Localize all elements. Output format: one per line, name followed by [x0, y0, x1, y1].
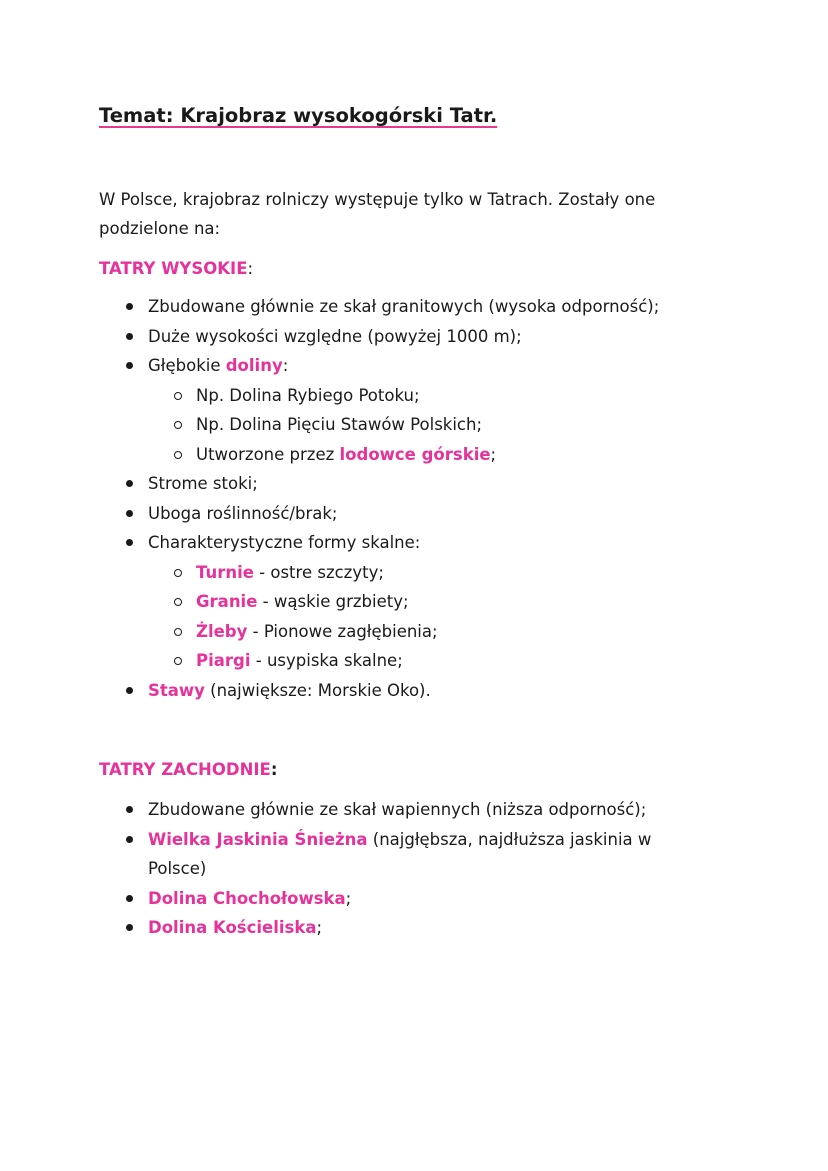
- section-heading-zachodnie: TATRY ZACHODNIE:: [99, 760, 278, 779]
- highlight-term: Dolina Kościeliska: [148, 918, 317, 937]
- list-item: Dolina Kościeliska;: [124, 913, 684, 943]
- sublist-forms: [148, 558, 764, 676]
- intro-paragraph: W Polsce, krajobraz rolniczy występuje tylko w Tatrach. Zostały one podzielone na:: [99, 190, 656, 238]
- section-heading-zachodnie-text: TATRY ZACHODNIE: [99, 760, 271, 779]
- highlight-term: Stawy: [148, 680, 205, 700]
- sublist-item: Piargi - usypiska skalne;: [170, 646, 764, 676]
- sublist-item: Utworzone przez lodowce górskie;: [170, 440, 764, 470]
- list-wysokie: [124, 292, 764, 705]
- highlight-term: doliny: [225, 356, 283, 375]
- sublist-item: Np. Dolina Rybiego Potoku;: [170, 381, 764, 411]
- list-zachodnie: [124, 795, 684, 943]
- sublist-item: Granie - wąskie grzbiety;: [170, 587, 764, 617]
- section-heading-wysokie-text: TATRY WYSOKIE: [99, 259, 248, 278]
- sublist-doliny: [148, 381, 764, 470]
- list-item: Uboga roślinność/brak;: [124, 499, 764, 529]
- list-item: Stawy (największe: Morskie Oko).: [124, 676, 764, 706]
- page-title: Temat: Krajobraz wysokogórski Tatr.: [99, 104, 498, 127]
- highlight-term: Granie: [196, 592, 258, 611]
- list-item: Strome stoki;: [124, 469, 764, 499]
- list-item: Wielka Jaskinia Śnieżna (najgłębsza, najdłuższa jaskinia w Polsce): [124, 825, 684, 884]
- highlight-term: Dolina Chochołowska: [148, 888, 346, 908]
- highlight-term: Wielka Jaskinia Śnieżna: [148, 829, 368, 849]
- sublist-item: Turnie - ostre szczyty;: [170, 558, 764, 588]
- list-item: Duże wysokości względne (powyżej 1000 m);: [124, 322, 764, 352]
- highlight-term: Żleby: [196, 621, 248, 641]
- highlight-term: Piargi: [196, 651, 251, 670]
- list-item: Zbudowane głównie ze skał granitowych (wysoka odporność);: [124, 292, 764, 322]
- list-item: Dolina Chochołowska;: [124, 884, 684, 914]
- list-item: Zbudowane głównie ze skał wapiennych (niższa odporność);: [124, 795, 684, 825]
- sublist-item: Np. Dolina Pięciu Stawów Polskich;: [170, 410, 764, 440]
- list-item: Charakterystyczne formy skalne: Turnie - ostre szczyty; Granie - wąskie grzbiety; Żleby - Pionowe zagłębienia; Piargi - usypiska skalne;: [124, 528, 764, 676]
- highlight-term: Turnie: [196, 562, 254, 582]
- highlight-term: lodowce górskie: [339, 444, 491, 464]
- section-heading-wysokie: TATRY WYSOKIE:: [99, 259, 254, 278]
- list-item: Głębokie doliny: Np. Dolina Rybiego Potoku; Np. Dolina Pięciu Stawów Polskich; Utworzone przez lodowce górskie;: [124, 351, 764, 469]
- sublist-item: Żleby - Pionowe zagłębienia;: [170, 617, 764, 647]
